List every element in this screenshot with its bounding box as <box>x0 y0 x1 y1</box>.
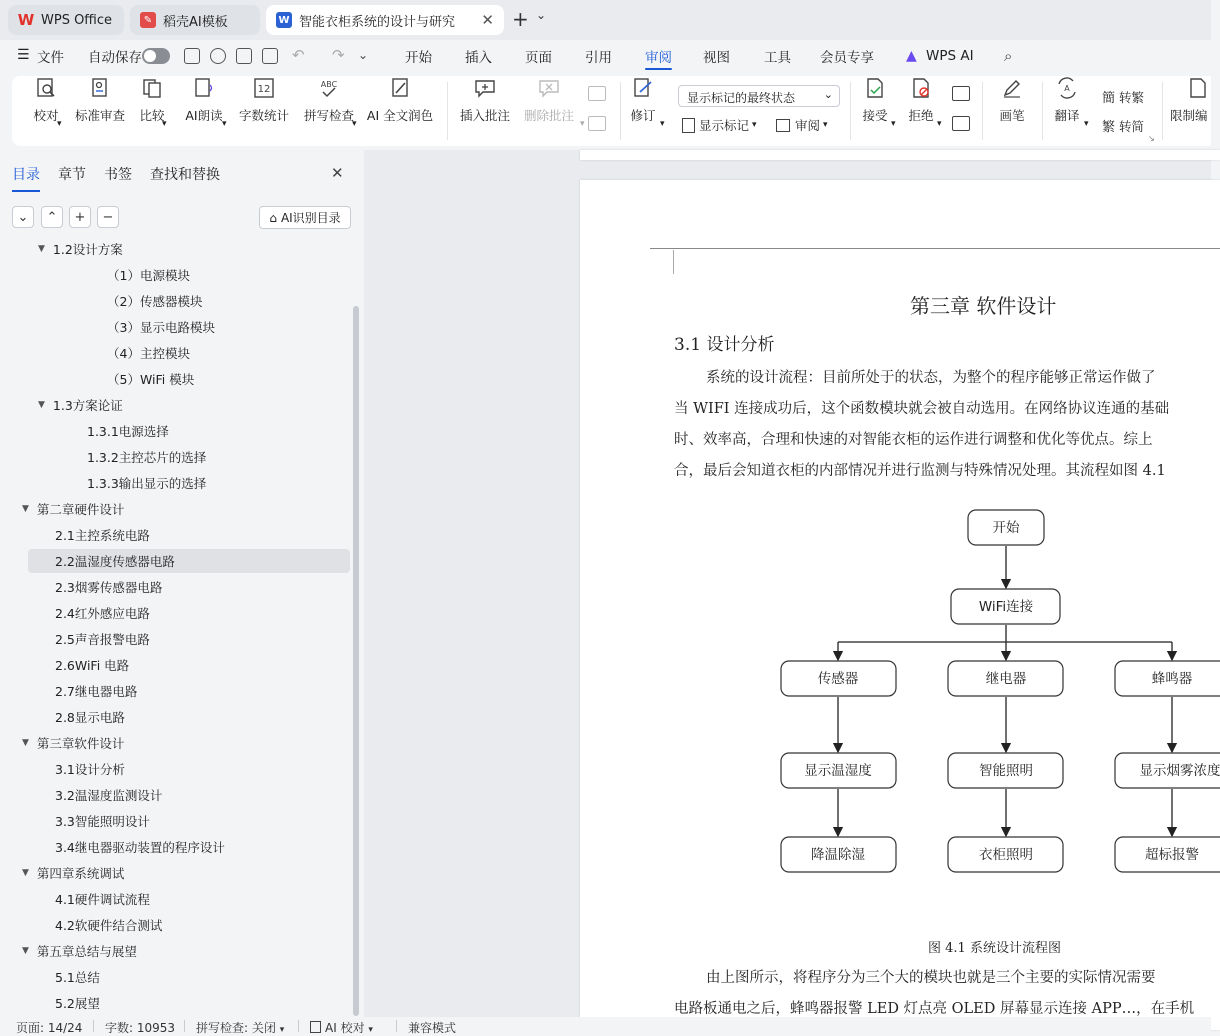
nav-tab-find-replace[interactable]: 查找和替换 <box>150 164 220 184</box>
toc-item[interactable] <box>0 315 215 339</box>
toc-item-label: 3.2温湿度监测设计 <box>55 786 162 804</box>
ai-toc-icon: ⌂ <box>269 211 277 225</box>
next-comment-icon[interactable] <box>588 116 606 131</box>
to-traditional-label: 转繁 <box>1119 88 1144 106</box>
ai-proof-icon <box>310 1021 321 1033</box>
insert-comment-button[interactable] <box>460 76 510 146</box>
paragraph-line: 电路板通电之后，蜂鸣器报警 LED 灯点亮 OLED 屏幕显示连接 APP…，在手机 <box>674 997 1194 1018</box>
toc-item[interactable] <box>0 783 162 807</box>
wps-logo-icon: W <box>18 12 34 28</box>
svg-text:12: 12 <box>258 84 271 95</box>
toc-item[interactable] <box>0 861 124 885</box>
chapter-title: 第三章 软件设计 <box>910 290 1056 319</box>
flow-text-start: 开始 <box>993 520 1021 536</box>
insert-comment-icon <box>473 76 497 100</box>
toc-item[interactable] <box>0 809 150 833</box>
flow-text: 显示烟雾浓度 <box>1140 762 1220 779</box>
ai-polish-label: AI 全文润色 <box>367 106 433 124</box>
toc-item[interactable] <box>0 601 150 625</box>
menu-reference[interactable]: 引用 <box>585 40 612 72</box>
paragraph-line: 时、效率高，合理和快速的对智能衣柜的运作进行调整和优化等优点。综上 <box>674 428 1153 449</box>
revise-icon <box>631 76 655 100</box>
toc-item-label: 1.3.1电源选择 <box>87 422 169 440</box>
toc-item-label: （4）主控模块 <box>107 344 190 362</box>
undo-icon[interactable]: ↶ <box>292 46 305 64</box>
document-area <box>364 150 1211 1017</box>
toc-item-label: 3.3智能照明设计 <box>55 812 150 830</box>
simplified-icon: 繁 <box>1102 116 1115 135</box>
ai-read-icon <box>192 76 216 100</box>
toc-item[interactable] <box>0 367 194 391</box>
flow-text: 传感器 <box>818 670 859 687</box>
expand-triangle-icon[interactable]: ▼ <box>22 738 29 748</box>
proofread-button[interactable] <box>28 76 64 146</box>
expand-triangle-icon[interactable]: ▼ <box>38 400 45 410</box>
compare-icon <box>140 76 164 100</box>
ribbon-divider <box>850 82 851 140</box>
toc-item-label: 2.6WiFi 电路 <box>55 656 129 674</box>
show-markup-button[interactable]: 显示标记 ▾ <box>682 116 757 134</box>
restrict-edit-icon <box>1186 76 1210 100</box>
proofread-label: 校对 <box>33 106 58 124</box>
traditional-icon: 簡 <box>1102 87 1115 106</box>
revise-button[interactable] <box>628 76 658 146</box>
toc-item[interactable] <box>0 289 202 313</box>
ai-proof-label: AI 校对 <box>325 1021 365 1035</box>
word-count-button[interactable] <box>238 76 290 146</box>
ai-toc-button[interactable] <box>259 206 351 229</box>
tab-dropdown-icon[interactable]: ⌄ <box>536 8 546 22</box>
ai-polish-button[interactable] <box>368 76 432 146</box>
ribbon-review: 校对 ▾ 标准审查 比较 ▾ AI朗读 ▾ 12 字数统计 ABC 拼写检查 ▾ AI 全文润色 插入批注 删除批注 ▾ 修订 ▾ 显示标记的最终状态 ⌄ 显示标记 ▾ 审阅 ▾ 接受 ▾ 拒绝 ▾ 画笔 A 翻译 ▾ 簡 转繁 繁 转简 ↘ 限制编 <box>12 76 1211 146</box>
redo-icon[interactable]: ↷ <box>332 46 345 64</box>
accept-button[interactable] <box>860 76 890 146</box>
translate-label: 翻译 <box>1054 106 1079 124</box>
ai-polish-icon <box>388 76 412 100</box>
toc-item-label: 1.3.2主控芯片的选择 <box>87 448 206 466</box>
menu-review[interactable]: 审阅 <box>645 40 672 72</box>
flow-text: 降温除湿 <box>811 847 865 863</box>
to-simplified-label: 转简 <box>1119 117 1144 135</box>
tab-label: 稻壳AI模板 <box>163 11 228 30</box>
wps-ai-icon: ▲ <box>906 48 917 64</box>
page-indicator[interactable]: 页面: 14/24 <box>16 1019 82 1036</box>
toc-item-label: 2.5声音报警电路 <box>55 630 150 648</box>
menu-wps-ai[interactable]: WPS AI <box>926 40 974 72</box>
previous-change-icon[interactable] <box>952 86 970 101</box>
tab-label: WPS Office <box>41 13 112 28</box>
toc-item-label: （3）显示电路模块 <box>107 318 215 336</box>
toc-item-label: 2.1主控系统电路 <box>55 526 150 544</box>
ai-read-button[interactable] <box>182 76 226 146</box>
search-icon[interactable]: ⌕ <box>1004 47 1012 65</box>
toc-item[interactable] <box>0 445 206 469</box>
toc-item[interactable] <box>0 237 123 261</box>
toc-item[interactable] <box>0 887 150 911</box>
toc-item[interactable] <box>0 393 123 417</box>
toc-item[interactable] <box>0 731 124 755</box>
flow-text-wifi: WiFi连接 <box>979 598 1034 615</box>
accept-label: 接受 <box>862 106 887 124</box>
menu-insert[interactable]: 插入 <box>465 40 492 72</box>
toc-item-label: 第二章硬件设计 <box>37 500 125 518</box>
revise-label: 修订 <box>630 106 655 124</box>
ribbon-divider <box>1162 82 1163 140</box>
standard-review-button[interactable] <box>76 76 124 146</box>
paragraph-line: 合，最后会知道衣柜的内部情况并进行监测与特殊情况处理。其流程如图 4.1 <box>674 459 1166 480</box>
chevron-down-icon: ⌄ <box>824 88 833 101</box>
flow-text: 继电器 <box>986 670 1027 687</box>
figure-caption: 图 4.1 系统设计流程图 <box>928 937 1061 956</box>
toc-item[interactable] <box>0 653 129 677</box>
restrict-edit-button[interactable] <box>1170 76 1211 146</box>
toc-item[interactable] <box>0 965 100 989</box>
translate-button[interactable] <box>1052 76 1082 146</box>
expand-triangle-icon[interactable]: ▼ <box>22 504 29 514</box>
toc-item-label: 4.2软硬件结合测试 <box>55 916 162 934</box>
spell-check-button[interactable] <box>300 76 358 146</box>
link-icon[interactable] <box>210 48 226 64</box>
pen-button[interactable] <box>994 76 1030 146</box>
proofread-icon <box>34 76 58 100</box>
toc-item-label: 1.2设计方案 <box>53 240 123 258</box>
restrict-edit-label: 限制编 <box>1170 106 1208 124</box>
compare-label: 比较 <box>139 106 164 124</box>
toc-item-label: 2.8显示电路 <box>55 708 125 726</box>
remove-heading-button[interactable]: − <box>97 206 119 228</box>
toc-item[interactable] <box>0 523 150 547</box>
tab-label: 智能衣柜系统的设计与研究 <box>299 11 469 30</box>
toc-item[interactable] <box>0 939 137 963</box>
toc-item-label: 2.4红外感应电路 <box>55 604 150 622</box>
flow-text: 衣柜照明 <box>979 846 1033 863</box>
toc-item[interactable] <box>0 471 206 495</box>
translate-icon <box>1055 76 1079 100</box>
toc-item-label: 5.2展望 <box>55 994 100 1012</box>
delete-comment-icon <box>537 76 561 100</box>
dialog-launcher-icon[interactable]: ↘ <box>1148 134 1155 143</box>
compare-button[interactable] <box>136 76 168 146</box>
tab-docer[interactable] <box>130 5 260 35</box>
toc-item-label: （1）电源模块 <box>107 266 190 284</box>
ai-proof-indicator[interactable]: AI 校对 ▾ <box>310 1019 373 1036</box>
menu-member[interactable]: 会员专享 <box>820 40 874 72</box>
toc-item[interactable] <box>0 705 125 729</box>
flow-text: 蜂鸣器 <box>1152 671 1193 687</box>
word-doc-icon: W <box>276 12 292 28</box>
toc-item[interactable] <box>0 575 162 599</box>
ribbon-divider <box>1042 82 1043 140</box>
menu-start[interactable]: 开始 <box>405 40 432 72</box>
toc-item-label: 2.7继电器电路 <box>55 682 137 700</box>
nav-tab-bookmark[interactable]: 书签 <box>104 164 132 184</box>
print-icon[interactable] <box>236 48 252 64</box>
toc-item-label: 第三章软件设计 <box>37 734 125 752</box>
ai-read-label: AI朗读 <box>185 106 222 124</box>
new-tab-button[interactable]: + <box>512 7 529 31</box>
toc-item[interactable] <box>0 419 169 443</box>
paragraph-line: 当 WIFI 连接成功后，这个函数模块就会被自动选用。在网络协议连通的基础 <box>674 397 1169 418</box>
toc-item[interactable] <box>0 341 190 365</box>
review-pane-icon <box>776 119 790 132</box>
toc-item-label: 2.2温湿度传感器电路 <box>55 552 175 570</box>
toc-item[interactable] <box>0 913 162 937</box>
flowchart <box>580 500 1220 880</box>
spell-check-status: 拼写检查: 关闭 <box>196 1021 276 1035</box>
standard-review-label: 标准审查 <box>75 106 125 124</box>
toc-item-label: 3.1设计分析 <box>55 760 125 778</box>
header-line <box>650 248 1220 249</box>
insert-comment-label: 插入批注 <box>460 106 510 124</box>
previous-comment-icon[interactable] <box>588 86 606 101</box>
toc-item-label: 2.3烟雾传感器电路 <box>55 578 162 596</box>
nav-tab-toc[interactable]: 目录 <box>12 164 40 184</box>
accept-icon <box>863 76 887 100</box>
markup-state-select[interactable] <box>678 85 840 107</box>
status-bar <box>0 1017 1211 1035</box>
toc-item-label: 5.1总结 <box>55 968 100 986</box>
hamburger-icon[interactable]: ☰ <box>17 47 30 63</box>
toc-item[interactable] <box>0 757 125 781</box>
expand-triangle-icon[interactable]: ▼ <box>22 946 29 956</box>
toc-item[interactable] <box>28 549 350 573</box>
paragraph-line: 由上图所示，将程序分为三个大的模块也就是三个主要的实际情况需要 <box>706 966 1156 987</box>
toc-item[interactable] <box>0 991 100 1015</box>
to-traditional-button[interactable] <box>1102 87 1144 106</box>
print-preview-icon[interactable] <box>262 48 278 64</box>
collapse-up-button[interactable]: ⌃ <box>41 206 63 228</box>
toc-item-label: 4.1硬件调试流程 <box>55 890 150 908</box>
word-count-label: 字数统计 <box>239 106 289 124</box>
menu-tools[interactable]: 工具 <box>764 40 791 72</box>
document-page[interactable] <box>580 180 1220 1030</box>
next-change-icon[interactable] <box>952 116 970 131</box>
menu-bar <box>0 40 1211 72</box>
toc-item[interactable] <box>0 627 150 651</box>
pen-icon <box>1000 76 1024 100</box>
delete-comment-label: 删除批注 <box>524 106 574 124</box>
standard-review-icon <box>88 76 112 100</box>
toc-item-label: （5）WiFi 模块 <box>107 370 194 388</box>
review-pane-button[interactable]: 审阅 ▾ <box>776 116 828 134</box>
show-markup-label: 显示标记 <box>699 116 749 134</box>
spell-check-icon <box>317 76 341 100</box>
ai-toc-label: AI识别目录 <box>281 209 341 226</box>
autosave-toggle[interactable] <box>142 48 170 64</box>
ribbon-divider <box>447 82 448 140</box>
review-pane-label: 审阅 <box>795 116 820 134</box>
margin-mark <box>673 250 674 274</box>
collapse-down-button[interactable]: ⌄ <box>12 206 34 228</box>
tab-bar <box>0 0 1211 40</box>
compat-mode-indicator: 兼容模式 <box>408 1019 456 1036</box>
markup-state-value: 显示标记的最终状态 <box>687 89 795 106</box>
navigation-pane <box>0 150 362 1017</box>
menu-file[interactable]: 文件 <box>37 40 64 72</box>
flow-text: 超标报警 <box>1145 846 1199 863</box>
ribbon-divider <box>982 82 983 140</box>
add-heading-button[interactable]: + <box>69 206 91 228</box>
spell-check-indicator[interactable]: 拼写检查: 关闭 ▾ <box>196 1019 284 1036</box>
tab-document[interactable] <box>266 5 504 35</box>
menu-page[interactable]: 页面 <box>525 40 552 72</box>
flow-text: 显示温湿度 <box>804 762 872 779</box>
toc-item[interactable] <box>0 263 190 287</box>
spell-check-label: 拼写检查 <box>304 106 354 124</box>
toc-item-label: （2）传感器模块 <box>107 292 202 310</box>
toc-item-label: 第四章系统调试 <box>37 864 125 882</box>
toc-list <box>0 242 352 1017</box>
paragraph-line: 系统的设计流程：目前所处于的状态，为整个的程序能够正常运作做了 <box>706 366 1156 387</box>
toc-item-label: 第五章总结与展望 <box>37 942 137 960</box>
toc-item[interactable] <box>0 835 225 859</box>
nav-tab-chapter[interactable]: 章节 <box>58 164 86 184</box>
svg-text:ABC: ABC <box>321 80 338 89</box>
svg-text:A: A <box>1064 84 1070 93</box>
reject-icon <box>909 76 933 100</box>
expand-triangle-icon[interactable]: ▼ <box>38 244 45 254</box>
toc-item-label: 1.3.3输出显示的选择 <box>87 474 206 492</box>
section-title: 3.1 设计分析 <box>674 330 774 355</box>
word-count-indicator[interactable]: 字数: 10953 <box>105 1019 175 1036</box>
menu-view[interactable]: 视图 <box>703 40 730 72</box>
autosave-label: 自动保存 <box>88 40 142 72</box>
to-simplified-button[interactable] <box>1102 116 1144 135</box>
toc-scrollbar[interactable] <box>353 306 359 1016</box>
close-icon[interactable]: ✕ <box>481 11 494 29</box>
quick-access-more-icon[interactable]: ⌄ <box>358 48 368 62</box>
toc-item-label: 3.4继电器驱动装置的程序设计 <box>55 838 225 856</box>
close-icon[interactable]: ✕ <box>331 164 344 182</box>
docer-icon: ✎ <box>140 12 156 28</box>
ribbon-divider <box>620 82 621 140</box>
previous-page-bottom <box>580 150 1220 160</box>
word-count-icon <box>252 76 276 100</box>
flow-text: 智能照明 <box>979 762 1033 779</box>
expand-triangle-icon[interactable]: ▼ <box>22 868 29 878</box>
toc-item[interactable] <box>0 497 124 521</box>
show-markup-icon <box>682 118 695 133</box>
toc-item-label: 1.3方案论证 <box>53 396 123 414</box>
delete-comment-button[interactable] <box>520 76 578 146</box>
reject-button[interactable] <box>906 76 936 146</box>
save-icon[interactable] <box>184 48 200 64</box>
toc-item[interactable] <box>0 679 137 703</box>
reject-label: 拒绝 <box>908 106 933 124</box>
pen-label: 画笔 <box>999 106 1024 124</box>
tab-wps-office[interactable] <box>8 5 124 35</box>
